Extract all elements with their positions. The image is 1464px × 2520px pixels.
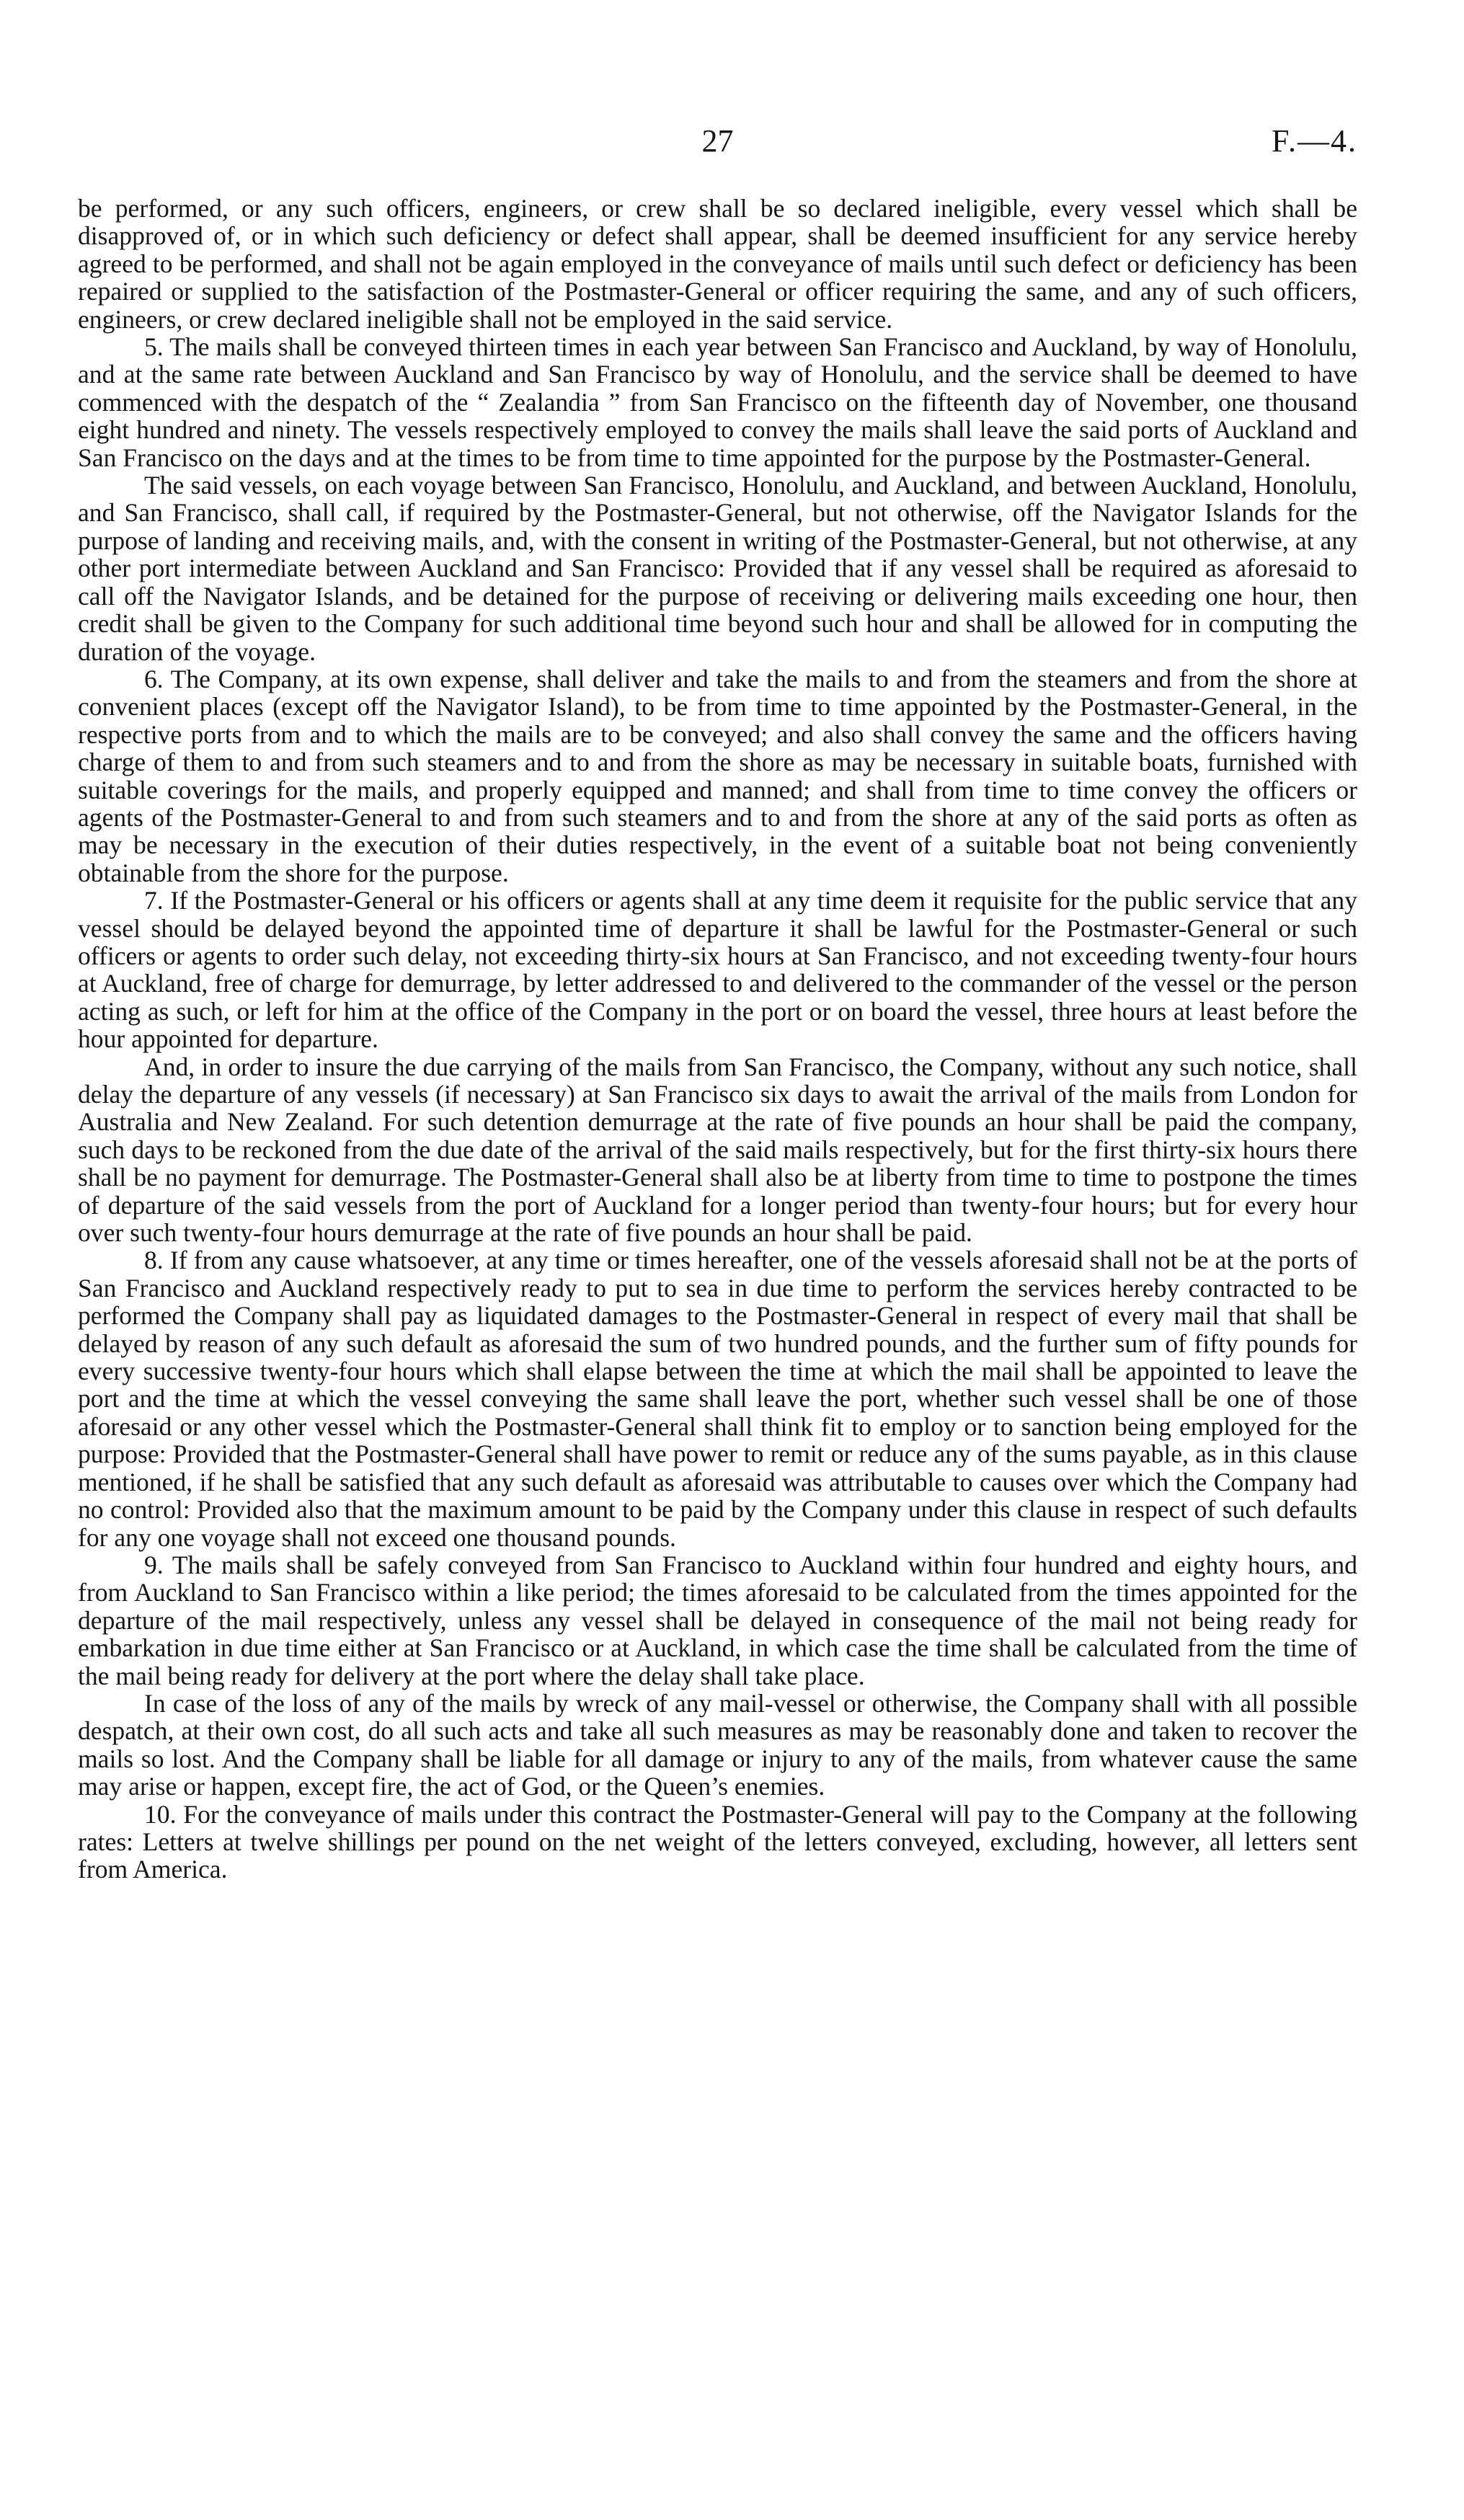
paragraph-clause-10: 10. For the conveyance of mails under this contract the Postmaster-General will pay to the Company at the following rates: Letters at twelve shillings per pound on the net weight of the letters conveyed, excluding, however, all letters sent from America. xyxy=(78,1799,1357,1884)
paragraph-clause-8: 8. If from any cause whatsoever, at any time or times hereafter, one of the vessels aforesaid shall not be at the ports of San Francisco and Auckland respectively ready to put to sea in due time to perform the services hereby contracted to be performed the Company shall pay as liquidated damages to the Postmaster-General in respect of every mail that shall be delayed by reason of any such default as aforesaid the sum of two hundred pounds, and the further sum of fifty pounds for every successive twenty-four hours which shall elapse between the time at which the mail shall be appointed to leave the port and the time at which the vessel conveying the same shall leave the port, whether such vessel shall be one of those aforesaid or any other vessel which the Postmaster-General shall think fit to employ or to sanction being employed for the purpose: Provided that the Postmaster-General shall have power to remit or reduce any of the sums payable, as in this clause mentioned, if he shall be satisfied that any such default as aforesaid was attributable to causes over which the Company had no control: Provided also that the maximum amount to be paid by the Company under this clause in respect of such defaults for any one voyage shall not exceed one thousand pounds. xyxy=(78,1246,1357,1552)
page-header xyxy=(78,123,1357,166)
paragraph-clause-9: 9. The mails shall be safely conveyed from San Francisco to Auckland within four hundred and eighty hours, and from Auckland to San Francisco within a like period; the times aforesaid to be calculated from the times appointed for the departure of the mail respectively, unless any vessel shall be delayed in consequence of the mail not being ready for embarkation in due time either at San Francisco or at Auckland, in which case the time shall be calculated from the time of the mail being ready for delivery at the port where the delay shall take place. xyxy=(78,1550,1357,1690)
paragraph-clause-9-loss: In case of the loss of any of the mails by wreck of any mail-vessel or otherwise, the Company shall with all possible despatch, at their own cost, do all such acts and take all such measures as may be reasonably done and taken to recover the mails so lost. And the Company shall be liable for all damage or injury to any of the mails, from whatever cause the same may arise or happen, except fire, the act of God, or the Queen’s enemies. xyxy=(78,1688,1357,1801)
paragraph-clause-7-demurrage: And, in order to insure the due carrying of the mails from San Francisco, the Company, without any such notice, shall delay the departure of any vessels (if necessary) at San Francisco six days to await the arrival of the mails from London for Australia and New Zealand. For such detention demurrage at the rate of five pounds an hour shall be paid the company, such days to be reckoned from the due date of the arrival of the said mails respectively, but for the first thirty-six hours there shall be no payment for demurrage. The Postmaster-General shall also be at liberty from time to time to postpone the times of departure of the said vessels from the port of Auckland for a longer period than twenty-four hours; but for every hour over such twenty-four hours demurrage at the rate of five pounds an hour shall be paid. xyxy=(78,1052,1357,1248)
paragraph-clause-6: 6. The Company, at its own expense, shall deliver and take the mails to and from the steamers and from the shore at convenient places (except off the Navigator Island), to be from time to time appointed by the Postmaster-General, in the respective ports from and to which the mails are to be conveyed; and also shall convey the same and the officers having charge of them to and from such steamers and to and from the shore as may be necessary in suitable boats, furnished with suitable coverings for the mails, and properly equipped and manned; and shall from time to time convey the officers or agents of the Postmaster-General to and from such steamers and to and from the shore at any of the said ports as often as may be necessary in the execution of their duties respectively, in the event of a suitable boat not being conveniently obtainable from the shore for the purpose. xyxy=(78,664,1357,887)
paragraph-clause-5: 5. The mails shall be conveyed thirteen times in each year between San Francisco and Auckland, by way of Honolulu, and at the same rate between Auckland and San Francisco by way of Honolulu, and the service shall be deemed to have commenced with the despatch of the “ Zealandia ” from San Francisco on the fifteenth day of November, one thousand eight hundred and ninety. The vessels respectively employed to convey the mails shall leave the said ports of Auckland and San Francisco on the days and at the times to be from time to time appointed for the purpose by the Postmaster-General. xyxy=(78,332,1357,472)
document-body xyxy=(78,195,1357,1884)
paragraph-clause-7: 7. If the Postmaster-General or his officers or agents shall at any time deem it requisite for the public service that any vessel should be delayed beyond the appointed time of departure it shall be lawful for the Postmaster-General or such officers or agents to order such delay, not exceeding thirty-six hours at San Francisco, and not exceeding twenty-four hours at Auckland, free of charge for demurrage, by letter addressed to and delivered to the commander of the vessel or the person acting as such, or left for him at the office of the Company in the port or on board the vessel, three hours at least before the hour appointed for departure. xyxy=(78,886,1357,1054)
paragraph-clause-5-vessels: The said vessels, on each voyage between San Francisco, Honolulu, and Auckland, and between Auckland, Honolulu, and San Francisco, shall call, if required by the Postmaster-General, but not otherwise, off the Navigator Islands for the purpose of landing and receiving mails, and, with the consent in writing of the Postmaster-General, but not otherwise, at any other port intermediate between Auckland and San Francisco: Provided that if any vessel shall be required as aforesaid to call off the Navigator Islands, and be detained for the purpose of receiving or delivering mails exceeding one hour, then credit shall be given to the Company for such additional time beyond such hour and shall be allowed for in computing the duration of the voyage. xyxy=(78,471,1357,666)
paragraph-continuation: be performed, or any such officers, engineers, or crew shall be so declared ineligible, every vessel which shall be disapproved of, or in which such deficiency or defect shall appear, shall be deemed insufficient for any service hereby agreed to be performed, and shall not be again employed in the conveyance of mails until such defect or deficiency has been repaired or supplied to the satisfaction of the Postmaster-General or officer requiring the same, and any of such officers, engineers, or crew declared ineligible shall not be employed in the said service. xyxy=(78,194,1357,334)
page-number: 27 xyxy=(701,123,734,159)
report-code: F.—4. xyxy=(1272,123,1357,159)
